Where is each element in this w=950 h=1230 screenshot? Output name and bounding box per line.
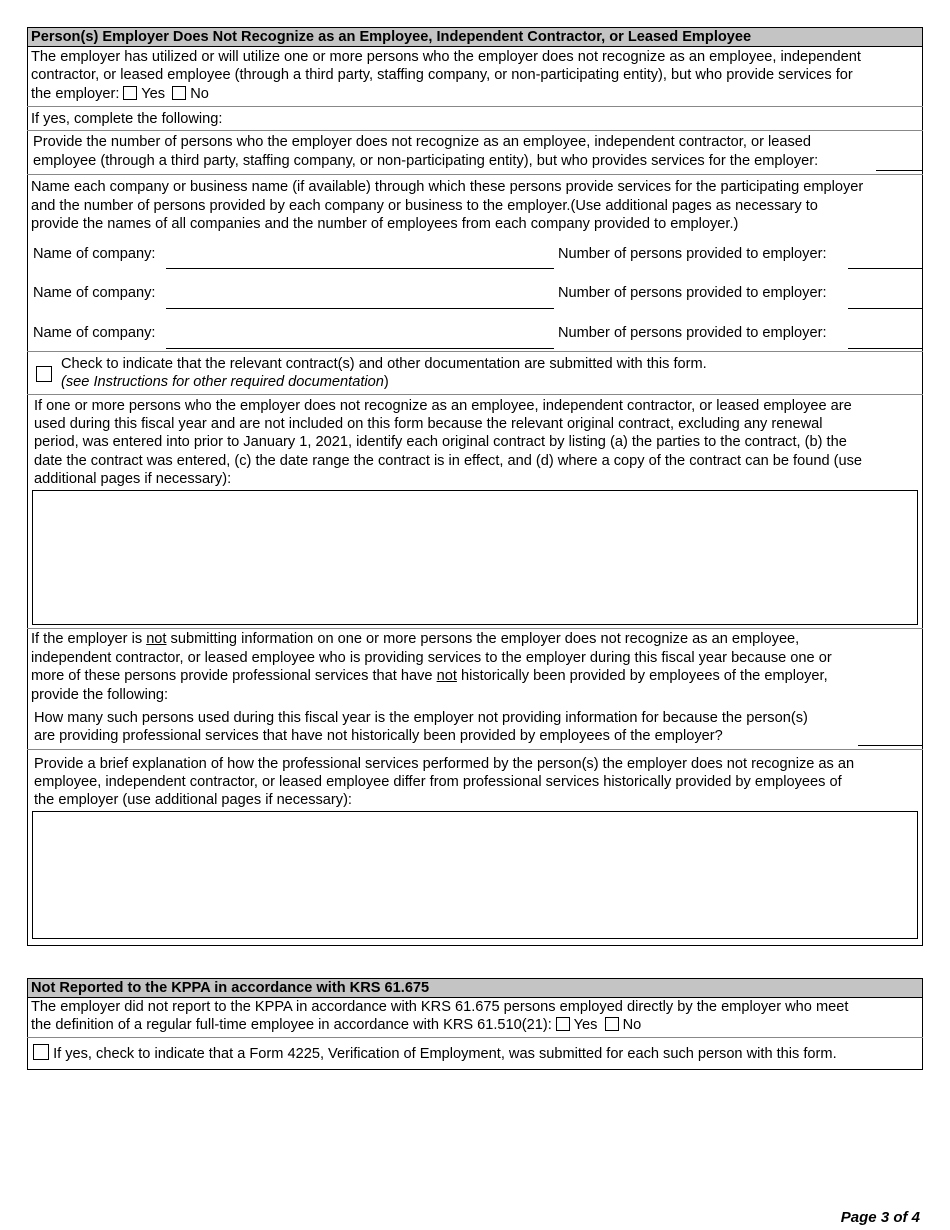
kppa-line2 [31, 1016, 641, 1034]
company-num-label: Number of persons provided to employer: [558, 285, 827, 301]
count-line2: employee (through a third party, staffing company, or non-participating entity), but who provides services for the employer: [33, 153, 819, 169]
kppa-line2-label: the definition of a regular full-time employee in accordance with KRS 61.510(21): [31, 1017, 552, 1033]
company-num-label: Number of persons provided to employer: [558, 325, 827, 341]
prof-not-2: not [436, 668, 457, 684]
q1-no-label: No [190, 86, 209, 102]
contract-line5: additional pages if necessary): [34, 471, 232, 487]
divider [27, 749, 923, 750]
docs-check-line2-close: ) [383, 374, 389, 390]
name-line1: Name each company or business name (if available) through which these persons provide services for the participating employer [31, 179, 864, 195]
q1-line2: contractor, or leased employee (through a third party, staffing company, or non-participating entity), but who provide services for [31, 67, 853, 83]
prof-line1-b: submitting information on one or more persons the employer does not recognize as an employee, [166, 631, 800, 647]
kppa-yes-label: Yes [573, 1017, 598, 1033]
form4225-checkbox[interactable] [33, 1044, 49, 1060]
howmany-line1: How many such persons used during this fiscal year is the employer not providing information for because the person(s) [34, 710, 808, 726]
prof-line3-b: historically been provided by employees of the employer, [456, 668, 828, 684]
prof-line4: provide the following: [31, 687, 169, 703]
kppa-no-label: No [622, 1017, 642, 1033]
kppa-no-checkbox[interactable] [605, 1017, 619, 1031]
prof-line1-a: If the employer is [31, 631, 147, 647]
company-name-input[interactable] [166, 348, 554, 349]
prof-line1 [31, 630, 799, 648]
q1-line3-label: the employer: [31, 86, 120, 102]
company-num-label: Number of persons provided to employer: [558, 246, 827, 262]
count-line1: Provide the number of persons who the employer does not recognize as an employee, independent contractor, or leased [33, 134, 812, 150]
contract-details-textarea[interactable] [32, 490, 918, 625]
divider [27, 628, 923, 629]
divider [27, 1037, 923, 1038]
docs-check-line2-italic: (see Instructions for other required documentation [61, 374, 384, 390]
explain-line2: employee, independent contractor, or leased employee differ from professional services historically provided by employees of [34, 774, 842, 790]
section-header-not-reported: Not Reported to the KPPA in accordance with KRS 61.675 [27, 978, 923, 998]
howmany-line2: are providing professional services that have not historically been provided by employees of the employer? [34, 728, 723, 744]
company-name-label: Name of company: [33, 325, 156, 341]
company-name-input[interactable] [166, 268, 554, 269]
contract-line2: used during this fiscal year and are not included on this form because the relevant original contract, excluding any renewal [34, 416, 823, 432]
explain-line3: the employer (use additional pages if necessary): [34, 792, 352, 808]
contract-line4: date the contract was entered, (c) the date range the contract is in effect, and (d) where a copy of the contract can be found (use [34, 453, 863, 469]
q1-no-checkbox[interactable] [172, 86, 186, 100]
name-line2: and the number of persons provided by each company or business to the employer.(Use additional pages as necessary to [31, 198, 818, 214]
contract-line1: If one or more persons who the employer does not recognize as an employee, independent contractor, or leased employee are [34, 398, 852, 414]
divider [27, 394, 923, 395]
prof-line3 [31, 667, 828, 685]
q1-yes-checkbox[interactable] [123, 86, 137, 100]
page-number: Page 3 of 4 [840, 1209, 920, 1226]
count-input-line[interactable] [876, 170, 922, 171]
explain-line1: Provide a brief explanation of how the professional services performed by the person(s) the employer does not recognize as an [34, 756, 855, 772]
company-name-label: Name of company: [33, 246, 156, 262]
company-num-input[interactable] [848, 348, 922, 349]
divider [27, 130, 923, 131]
q1-line3 [31, 85, 209, 103]
company-num-input[interactable] [848, 308, 922, 309]
company-name-input[interactable] [166, 308, 554, 309]
name-line3: provide the names of all companies and the number of employees from each company provided to employer.) [31, 216, 739, 232]
prof-line3-a: more of these persons provide professional services that have [31, 668, 437, 684]
docs-check-line2 [61, 373, 389, 391]
kppa-yes-checkbox[interactable] [556, 1017, 570, 1031]
form4225-label: If yes, check to indicate that a Form 4225, Verification of Employment, was submitted for each such person with this form. [53, 1046, 837, 1062]
company-name-label: Name of company: [33, 285, 156, 301]
contract-line3: period, was entered into prior to January 1, 2021, identify each original contract by listing (a) the parties to the contract, (b) the [34, 434, 847, 450]
section-header-not-recognized: Person(s) Employer Does Not Recognize as an Employee, Independent Contractor, or Leased Employee [27, 27, 923, 47]
howmany-input-line[interactable] [858, 745, 922, 746]
docs-check-line1: Check to indicate that the relevant contract(s) and other documentation are submitted with this form. [61, 356, 707, 372]
company-num-input[interactable] [848, 268, 922, 269]
form4225-line [33, 1044, 837, 1063]
prof-not-1: not [146, 631, 167, 647]
prof-line2: independent contractor, or leased employee who is providing services to the employer during this fiscal year because one or [31, 650, 832, 666]
q1-yes-label: Yes [141, 86, 166, 102]
divider [27, 174, 923, 175]
if-yes-label: If yes, complete the following: [31, 111, 223, 127]
divider [27, 351, 923, 352]
explanation-textarea[interactable] [32, 811, 918, 939]
docs-submitted-checkbox[interactable] [36, 366, 52, 382]
q1-line1: The employer has utilized or will utilize one or more persons who the employer does not recognize as an employee, independent [31, 49, 861, 65]
kppa-line1: The employer did not report to the KPPA in accordance with KRS 61.675 persons employed directly by the employer who meet [31, 999, 849, 1015]
divider [27, 106, 923, 107]
